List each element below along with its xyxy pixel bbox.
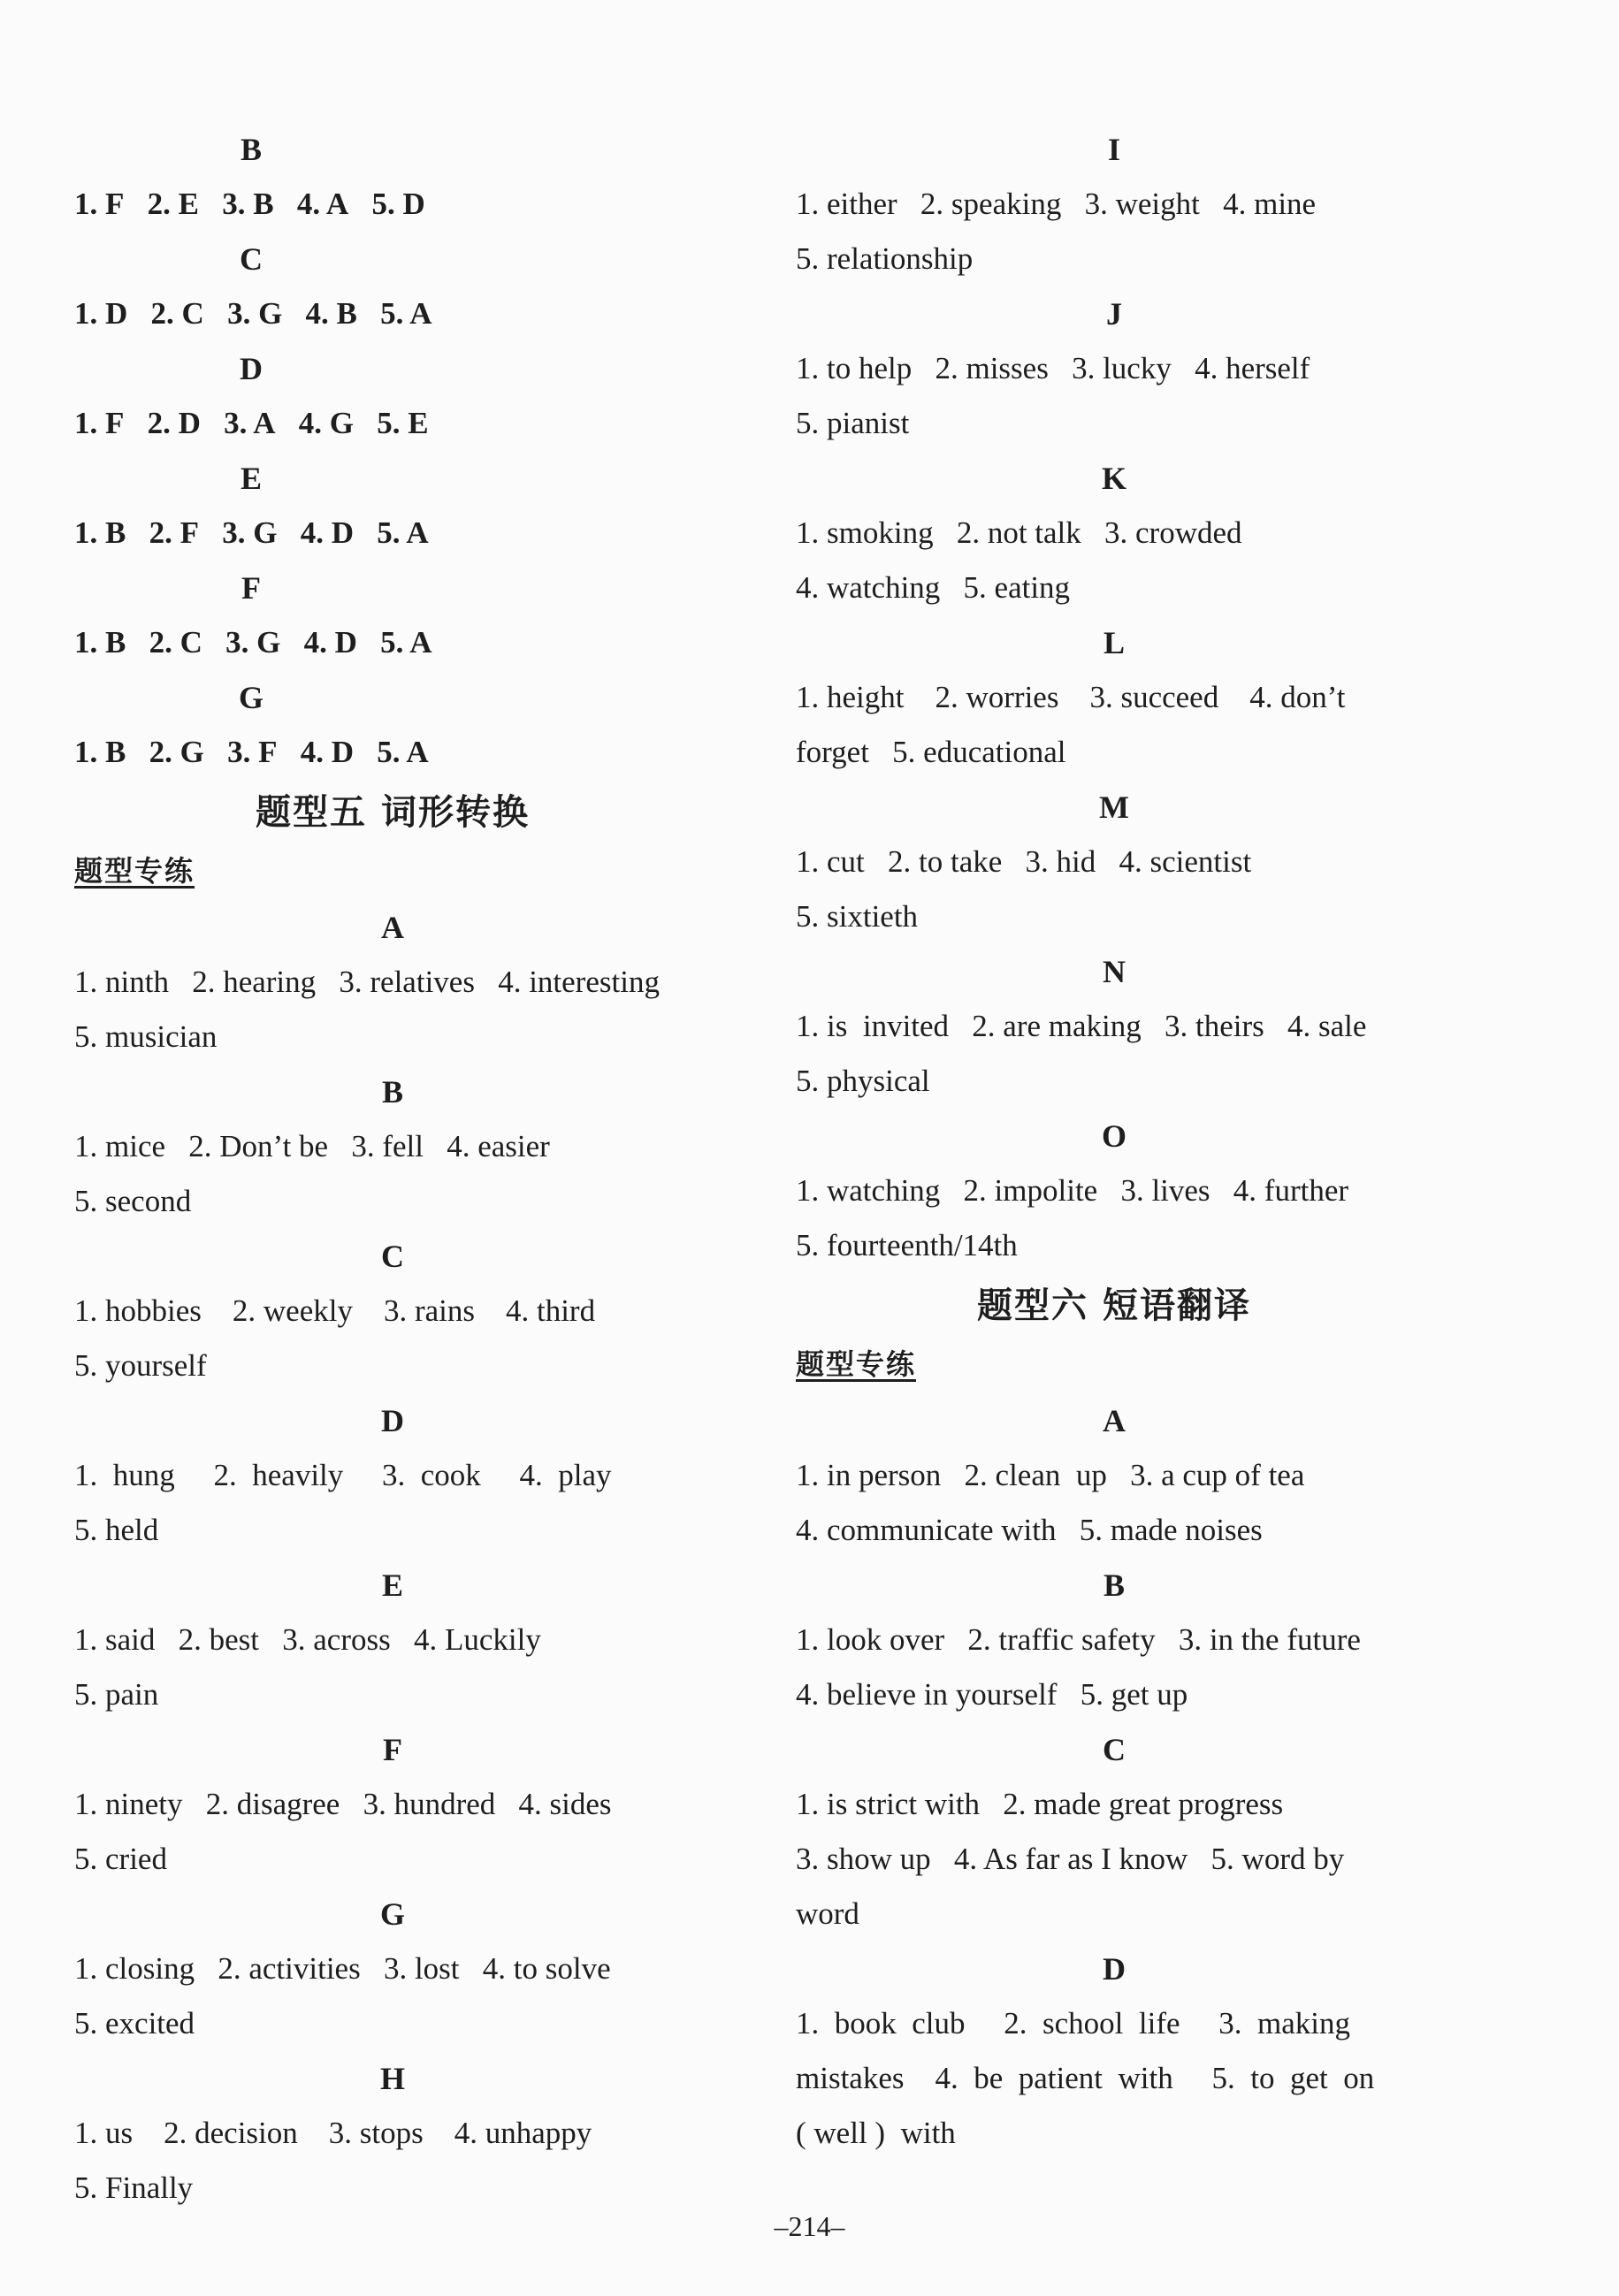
group-k [796, 451, 1432, 615]
phrase-group-c [796, 1722, 1432, 1941]
group-letter: D [1103, 1951, 1126, 1987]
answer-line: 5. sixtieth [796, 899, 919, 934]
group-c [74, 1229, 711, 1393]
practice-label: 题型专练 [796, 1347, 917, 1381]
answer-line: 1. mice 2. Don’t be 3. fell 4. easier [74, 1129, 550, 1163]
group-letter: C [381, 1239, 404, 1274]
group-letter: C [1103, 1732, 1126, 1767]
group-letter: F [241, 570, 261, 606]
answer-line: word [796, 1896, 859, 1931]
answer-line: 1. watching 2. impolite 3. lives 4. further [796, 1173, 1349, 1208]
answer-line: 3. show up 4. As far as I know 5. word by [796, 1842, 1345, 1876]
answer-line: 1. said 2. best 3. across 4. Luckily [74, 1622, 541, 1657]
right-column [796, 122, 1432, 2161]
answer-line: 5. fourteenth/14th [796, 1228, 1018, 1262]
answer-line: 1. height 2. worries 3. succeed 4. don’t [796, 680, 1346, 714]
answer-line: 1. in person 2. clean up 3. a cup of tea [796, 1458, 1305, 1492]
answer-line: 5. cried [74, 1842, 167, 1876]
group-letter: E [240, 461, 262, 496]
group-letter: I [1107, 132, 1120, 167]
answer-line: 1. ninth 2. hearing 3. relatives 4. interesting [74, 965, 660, 999]
answer-line: 1. D 2. C 3. G 4. B 5. A [74, 296, 432, 331]
answer-line: 5. excited [74, 2006, 195, 2040]
phrase-group-a [796, 1393, 1432, 1558]
phrase-group-b [796, 1558, 1432, 1722]
answer-line: 1. is strict with 2. made great progress [796, 1787, 1284, 1821]
group-d [74, 1393, 711, 1558]
group-letter: B [240, 132, 262, 167]
group-letter: B [381, 1074, 403, 1110]
answer-line: 5. relationship [796, 241, 974, 276]
group-b [74, 1064, 711, 1229]
section-title: 题型六 短语翻译 [977, 1285, 1251, 1326]
group-letter: O [1101, 1118, 1126, 1154]
group-letter: N [1103, 954, 1126, 989]
group-letter: A [381, 910, 404, 945]
answer-line: 4. communicate with 5. made noises [796, 1513, 1263, 1547]
group-letter: E [381, 1568, 403, 1603]
group-o [796, 1109, 1432, 1273]
answer-line: 1. is invited 2. are making 3. theirs 4. sale [796, 1009, 1367, 1043]
match-group-b [74, 122, 711, 232]
match-group-g [74, 670, 711, 780]
group-letter: L [1103, 625, 1125, 660]
group-letter: B [1103, 1568, 1125, 1603]
group-j [796, 286, 1432, 451]
answer-line: 1. F 2. E 3. B 4. A 5. D [74, 187, 425, 221]
group-letter: M [1099, 789, 1129, 825]
answer-line: 5. second [74, 1184, 192, 1218]
match-group-f [74, 561, 711, 670]
group-letter: F [383, 1732, 402, 1767]
answer-line: 1. book club 2. school life 3. making [796, 2006, 1351, 2040]
answer-line: 5. pain [74, 1677, 159, 1712]
answer-line: 1. F 2. D 3. A 4. G 5. E [74, 406, 429, 440]
group-h [74, 2051, 711, 2216]
group-e [74, 1558, 711, 1722]
group-letter: D [381, 1403, 404, 1438]
group-letter: D [240, 351, 263, 386]
section-title: 题型五 词形转换 [256, 792, 530, 833]
phrase-group-d [796, 1941, 1432, 2161]
answer-line: 1. to help 2. misses 3. lucky 4. herself [796, 351, 1310, 385]
answer-line: 1. look over 2. traffic safety 3. in the future [796, 1622, 1361, 1657]
answer-line: 1. hobbies 2. weekly 3. rains 4. third [74, 1293, 596, 1328]
group-letter: J [1106, 296, 1122, 332]
group-a [74, 900, 711, 1064]
answer-line: 5. musician [74, 1019, 218, 1054]
group-n [796, 944, 1432, 1109]
answer-line: 1. ninety 2. disagree 3. hundred 4. sides [74, 1787, 612, 1821]
group-g [74, 1887, 711, 2051]
answer-line: 1. B 2. C 3. G 4. D 5. A [74, 625, 432, 660]
answer-line: 4. watching 5. eating [796, 570, 1071, 605]
group-letter: C [240, 241, 263, 277]
match-group-d [74, 341, 711, 451]
page-number: –214– [774, 2210, 845, 2242]
answer-line: ( well ) with [796, 2116, 956, 2150]
answer-line: forget 5. educational [796, 735, 1066, 769]
answer-line: 5. yourself [74, 1348, 207, 1383]
answer-line: 1. us 2. decision 3. stops 4. unhappy [74, 2116, 592, 2150]
answer-line: 1. B 2. G 3. F 4. D 5. A [74, 735, 429, 769]
group-m [796, 780, 1432, 944]
answer-line: 1. closing 2. activities 3. lost 4. to solve [74, 1951, 611, 1986]
answer-line: 5. held [74, 1513, 159, 1547]
answer-line: 1. smoking 2. not talk 3. crowded [796, 515, 1242, 550]
answer-line: 5. physical [796, 1064, 930, 1098]
answer-line: 1. cut 2. to take 3. hid 4. scientist [796, 844, 1252, 879]
group-f [74, 1722, 711, 1887]
answer-line: 5. pianist [796, 406, 910, 440]
group-i [796, 122, 1432, 286]
answer-line: 1. either 2. speaking 3. weight 4. mine [796, 187, 1317, 221]
group-letter: A [1103, 1403, 1126, 1438]
group-letter: H [379, 2061, 405, 2096]
answer-line: 4. believe in yourself 5. get up [796, 1677, 1188, 1712]
answer-line: 5. Finally [74, 2170, 194, 2205]
group-letter: K [1101, 461, 1126, 496]
answer-line: 1. hung 2. heavily 3. cook 4. play [74, 1458, 612, 1492]
answer-line: 1. B 2. F 3. G 4. D 5. A [74, 515, 429, 550]
group-letter: G [379, 1896, 405, 1932]
group-l [796, 615, 1432, 780]
practice-label: 题型专练 [74, 854, 195, 888]
group-letter: G [238, 680, 263, 715]
left-column [74, 122, 711, 2216]
match-group-e [74, 451, 711, 561]
match-group-c [74, 232, 711, 341]
answer-line: mistakes 4. be patient with 5. to get on [796, 2061, 1375, 2095]
